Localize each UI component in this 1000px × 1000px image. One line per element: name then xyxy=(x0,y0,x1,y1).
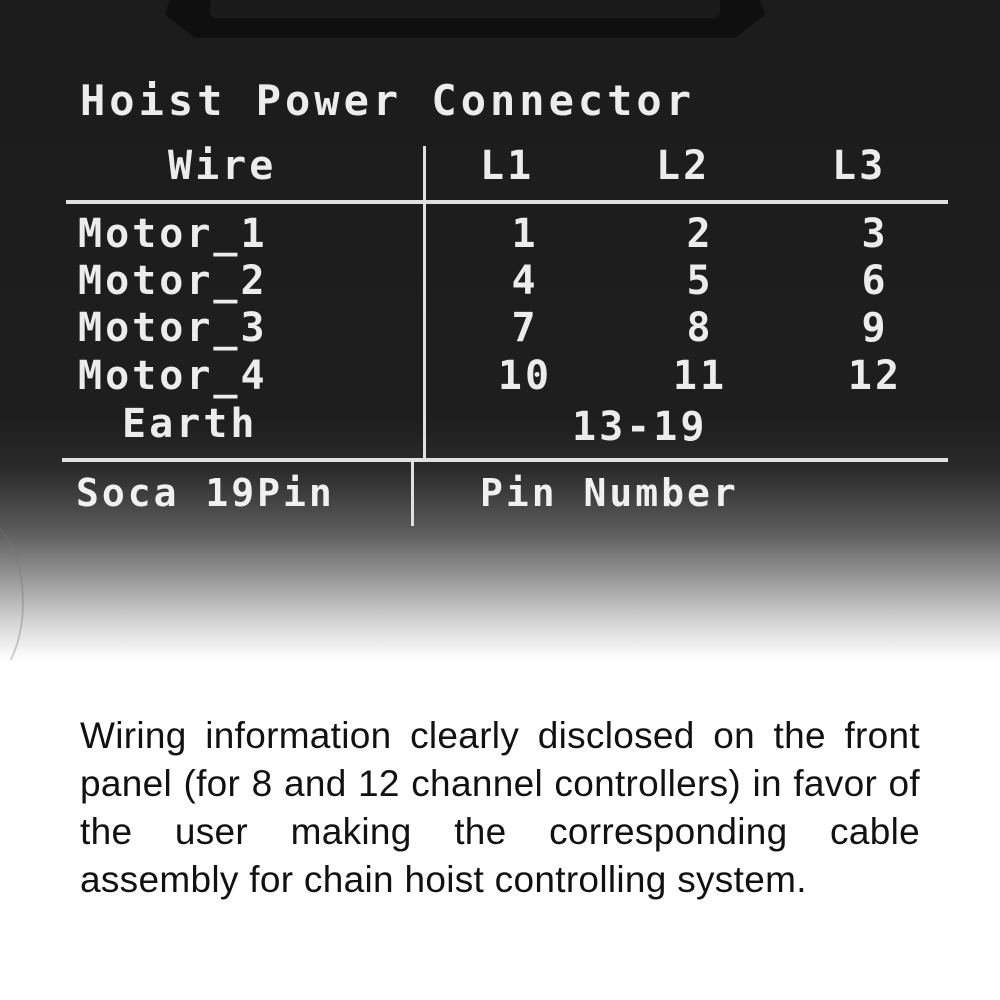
pin-number-label: Pin Number xyxy=(480,471,739,515)
pin-motor-3-l2: 8 xyxy=(686,305,714,351)
pin-motor-1-l3: 3 xyxy=(861,211,889,257)
pin-motor-1-l2: 2 xyxy=(686,211,714,257)
panel-knob-edge xyxy=(0,520,24,660)
column-divider-line xyxy=(423,146,426,458)
column-header-l3: L3 xyxy=(832,143,887,189)
column-header-l2: L2 xyxy=(656,143,711,189)
connector-nut-face xyxy=(210,0,720,18)
pin-motor-3-l3: 9 xyxy=(861,305,889,351)
pin-motor-4-l3: 12 xyxy=(847,353,903,399)
column-header-wire: Wire xyxy=(168,143,277,189)
caption-text: Wiring information clearly disclosed on the front panel (for 8 and 12 channel controllers) in favor of the user making the corresponding cable assembly for chain hoist controlling system. xyxy=(80,715,920,900)
pin-motor-3-l1: 7 xyxy=(511,305,539,351)
connector-type-label: Soca 19Pin xyxy=(76,471,335,515)
header-divider-line xyxy=(66,200,948,204)
footer-column-divider xyxy=(411,460,414,526)
row-label-motor-1: Motor_1 xyxy=(78,211,268,257)
column-header-l1: L1 xyxy=(480,143,535,189)
row-label-motor-2: Motor_2 xyxy=(78,258,268,304)
pin-motor-4-l2: 11 xyxy=(672,353,728,399)
footer-divider-line xyxy=(62,458,948,462)
row-label-motor-4: Motor_4 xyxy=(78,353,268,399)
pin-motor-2-l2: 5 xyxy=(686,258,714,304)
row-label-motor-3: Motor_3 xyxy=(78,305,268,351)
pin-motor-4-l1: 10 xyxy=(497,353,553,399)
pin-motor-2-l1: 4 xyxy=(511,258,539,304)
row-label-earth: Earth xyxy=(122,401,258,447)
pin-earth-range: 13-19 xyxy=(572,404,708,450)
panel-title: Hoist Power Connector xyxy=(80,76,696,125)
pin-motor-1-l1: 1 xyxy=(511,211,539,257)
pin-motor-2-l3: 6 xyxy=(861,258,889,304)
